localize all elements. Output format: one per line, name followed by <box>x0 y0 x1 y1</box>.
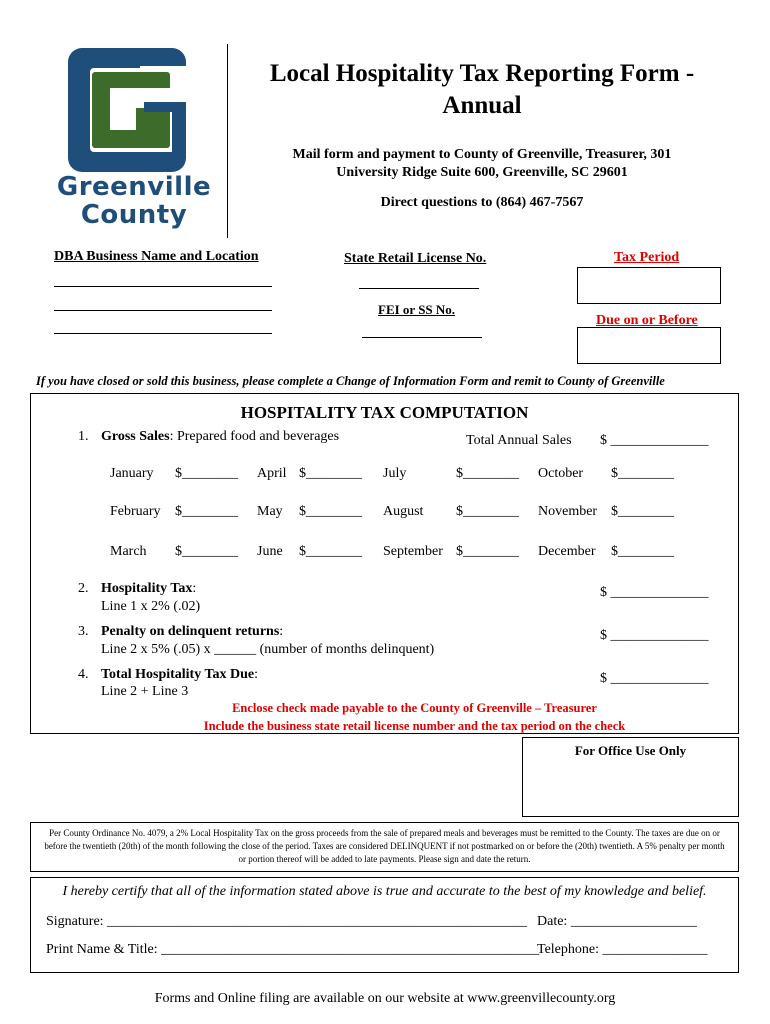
item2-colon: : <box>192 581 197 596</box>
item2-amount-blank[interactable]: $ ______________ <box>600 585 709 600</box>
month-blank[interactable]: $________ <box>611 544 674 559</box>
month-blank[interactable]: $________ <box>175 466 238 481</box>
month-blank[interactable]: $________ <box>611 466 674 481</box>
mail-line2: University Ridge Suite 600, Greenville, SC 29601 <box>336 165 628 180</box>
item1-label: Gross Sales <box>101 429 170 444</box>
item3-formula[interactable]: Line 2 x 5% (.05) x ______ (number of months delinquent) <box>101 642 435 657</box>
license-label: State Retail License No. <box>344 251 487 266</box>
due-date-label: Due on or Before <box>596 313 698 328</box>
month-blank[interactable]: $________ <box>456 504 519 519</box>
total-annual-blank[interactable]: $ ______________ <box>600 433 709 448</box>
g-logo-icon <box>40 42 220 182</box>
item4-label: Total Hospitality Tax Due <box>101 667 255 682</box>
item2-text <box>101 581 196 597</box>
item1-number: 1. <box>78 429 89 444</box>
print-name-title-field[interactable]: Print Name & Title: ______________________________________________________ <box>46 942 540 957</box>
item2-number: 2. <box>78 581 89 596</box>
total-annual-label: Total Annual Sales <box>466 433 572 448</box>
mail-instructions <box>232 146 732 182</box>
fei-label: FEI or SS No. <box>378 302 456 317</box>
month-blank[interactable]: $________ <box>456 544 519 559</box>
signature-field[interactable]: Signature: ____________________________________________________________ <box>46 914 528 929</box>
item4-text <box>101 667 258 683</box>
due-date-box[interactable] <box>577 327 721 364</box>
enclose-line1: Enclose check made payable to the County of Greenville – Treasurer <box>232 701 597 715</box>
questions-phone: Direct questions to (864) 467-7567 <box>380 195 584 210</box>
month-label: July <box>383 466 407 481</box>
item3-label: Penalty on delinquent returns <box>101 624 280 639</box>
fei-input-line[interactable] <box>362 337 482 338</box>
month-label: April <box>257 466 287 481</box>
item2-formula: Line 1 x 2% (.02) <box>101 599 201 614</box>
mail-line1: Mail form and payment to County of Greenville, Treasurer, 301 <box>292 147 672 162</box>
month-label: January <box>110 466 154 481</box>
month-label: November <box>538 504 598 519</box>
license-input-line[interactable] <box>359 288 479 289</box>
item4-colon: : <box>254 667 259 682</box>
item4-formula: Line 2 + Line 3 <box>101 684 189 699</box>
header-divider <box>227 44 228 238</box>
month-label: June <box>257 544 283 559</box>
ordinance-text: Per County Ordinance No. 4079, a 2% Local Hospitality Tax on the gross proceeds from the sale of prepared meals and beverages must be remitted to the County. The taxes are due on or before the twentieth (20th) of the month following the close of the period. Taxes are considered DELINQUENT if not postmarked on or before the (20th) twentieth. A 5% penalty per month or portion thereof will be added to late payments. Please sign and date the return. <box>44 828 725 864</box>
dba-line-2[interactable] <box>54 310 272 311</box>
form-title-line1: Local Hospitality Tax Reporting Form - <box>269 60 695 87</box>
dba-line-1[interactable] <box>54 286 272 287</box>
month-blank[interactable]: $________ <box>175 544 238 559</box>
item1-text <box>101 429 339 445</box>
enclose-check-notice <box>30 699 739 735</box>
tax-period-label: Tax Period <box>614 250 680 265</box>
logo-text-line2: County <box>80 200 188 230</box>
item3-colon: : <box>279 624 284 639</box>
month-blank[interactable]: $________ <box>456 466 519 481</box>
month-label: February <box>110 504 161 519</box>
tax-period-box[interactable] <box>577 267 721 304</box>
month-blank[interactable]: $________ <box>175 504 238 519</box>
certify-statement: I hereby certify that all of the information stated above is true and accurate to the best of my knowledge and belief. <box>62 884 707 899</box>
dba-label: DBA Business Name and Location <box>54 249 259 264</box>
computation-title: HOSPITALITY TAX COMPUTATION <box>240 403 529 422</box>
item3-amount-blank[interactable]: $ ______________ <box>600 628 709 643</box>
enclose-line2: Include the business state retail license number and the tax period on the check <box>203 719 626 733</box>
month-blank[interactable]: $________ <box>611 504 674 519</box>
month-label: May <box>257 504 283 519</box>
month-label: March <box>110 544 147 559</box>
month-label: December <box>538 544 596 559</box>
month-blank[interactable]: $________ <box>299 466 362 481</box>
form-title-line2: Annual <box>442 92 522 119</box>
month-blank[interactable]: $________ <box>299 504 362 519</box>
county-logo <box>40 42 220 234</box>
closed-business-notice: If you have closed or sold this business, please complete a Change of Information Form and remit to County of Greenville <box>36 374 665 388</box>
month-blank[interactable]: $________ <box>299 544 362 559</box>
form-title <box>232 58 732 122</box>
dba-line-3[interactable] <box>54 333 272 334</box>
month-label: August <box>383 504 424 519</box>
date-field[interactable]: Date: __________________ <box>537 914 697 929</box>
item2-label: Hospitality Tax <box>101 581 193 596</box>
item4-amount-blank[interactable]: $ ______________ <box>600 671 709 686</box>
month-label: October <box>538 466 584 481</box>
item3-text <box>101 624 283 640</box>
logo-text-line1: Greenville <box>56 172 212 202</box>
telephone-field[interactable]: Telephone: _______________ <box>537 942 708 957</box>
footer-website-note: Forms and Online filing are available on our website at www.greenvillecounty.org <box>154 991 616 1006</box>
item1-desc: : Prepared food and beverages <box>169 429 340 444</box>
month-label: September <box>383 544 443 559</box>
office-use-label: For Office Use Only <box>574 743 687 758</box>
item4-number: 4. <box>78 667 89 682</box>
item3-number: 3. <box>78 624 89 639</box>
